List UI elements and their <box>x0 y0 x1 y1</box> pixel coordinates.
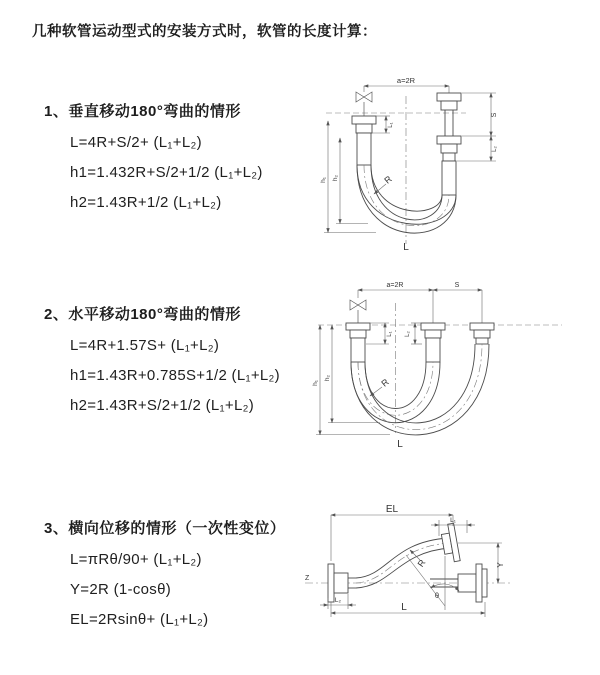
dim-label-h1: h₁ <box>320 177 327 183</box>
dim-l1-l2 <box>366 323 422 344</box>
dim-s-l2 <box>457 93 498 161</box>
dim-label-l2: L₂ <box>492 146 498 152</box>
dim-label-h1: h₁ <box>312 380 319 386</box>
hose-u-curves <box>351 344 489 435</box>
braid-section <box>442 161 456 195</box>
diagram-horizontal-180-bend <box>300 278 600 453</box>
section-2-formula-h1: h1=1.43R+0.785S+1/2 (L₁+L₂) <box>70 367 280 384</box>
section-3-formula-EL: EL=2Rsinθ+ (L₁+L₂) <box>70 611 209 628</box>
middle-fitting <box>421 323 445 362</box>
length-label: L <box>403 242 409 253</box>
radius-label: R <box>379 376 391 389</box>
dim-width <box>364 76 449 93</box>
section-2-formula-L: L=4R+1.57S+ (L₁+L₂) <box>70 337 220 354</box>
dim-el <box>331 504 453 561</box>
dim-label-l2: L₂ <box>334 597 342 604</box>
dim-label-s: S <box>491 112 498 118</box>
section-1-formula-h2: h2=1.43R+1/2 (L₁+L₂) <box>70 194 222 211</box>
radius-callout <box>370 376 391 396</box>
braid-section <box>426 338 440 362</box>
section-2 <box>44 303 324 427</box>
left-fitting <box>346 323 370 362</box>
section-1 <box>44 100 324 224</box>
centerline-mark: Z <box>305 575 310 582</box>
braid-section <box>351 338 365 362</box>
dim-l2 <box>320 594 356 609</box>
valve-icon <box>356 92 372 116</box>
section-3-formula-Y: Y=2R (1-cosθ) <box>70 581 172 598</box>
dim-label-h2: h₂ <box>332 174 339 182</box>
section-2-formula-h2: h2=1.43R+S/2+1/2 (L₁+L₂) <box>70 397 255 414</box>
hose-s-curve <box>356 538 450 588</box>
upper-fitting <box>440 523 460 563</box>
page-title: 几种软管运动型式的安装方式时，软管的长度计算： <box>32 24 377 40</box>
hose-u-curves <box>357 165 456 233</box>
dim-width-s <box>358 282 482 323</box>
dim-label-h2: h₂ <box>324 374 331 382</box>
right-fitting <box>437 93 461 195</box>
section-1-heading: 1、垂直移动180°弯曲的情形 <box>44 103 241 120</box>
diagram-lateral-displacement <box>300 498 600 648</box>
left-fitting <box>328 564 356 602</box>
section-3-formula-L: L=πRθ/90+ (L₁+L₂) <box>70 551 202 568</box>
angle-label: θ <box>434 591 440 600</box>
radius-callout <box>374 173 394 194</box>
dim-label-el: EL <box>385 504 399 515</box>
angle-construction <box>406 555 459 610</box>
braid-section <box>357 133 371 165</box>
dim-label-a2r: a=2R <box>396 76 416 85</box>
dim-label-a2r: a=2R <box>386 282 404 289</box>
radius-label: R <box>415 557 428 569</box>
dim-label-l1: L₁ <box>450 517 456 524</box>
dim-length <box>331 602 485 617</box>
dim-label-y: Y <box>496 562 505 568</box>
section-1-formula-h1: h1=1.432R+S/2+1/2 (L₁+L₂) <box>70 164 263 181</box>
dim-label-l2: L₂ <box>405 331 411 337</box>
dim-label-s: S <box>454 282 460 289</box>
radius-label: R <box>382 173 394 186</box>
diagram-vertical-180-bend <box>306 68 546 258</box>
dim-label-length: L <box>401 602 407 613</box>
section-2-heading: 2、水平移动180°弯曲的情形 <box>44 306 241 323</box>
dim-label-l1: L₁ <box>387 331 393 337</box>
left-fitting <box>352 116 376 165</box>
right-fitting <box>470 323 494 344</box>
dim-label-l1: L₁ <box>388 122 394 128</box>
section-3-heading: 3、横向位移的情形（一次性变位） <box>44 520 286 537</box>
section-3 <box>44 517 324 641</box>
valve-icon <box>350 300 366 323</box>
section-1-formula-L: L=4R+S/2+ (L₁+L₂) <box>70 134 202 151</box>
length-label: L <box>397 439 403 450</box>
